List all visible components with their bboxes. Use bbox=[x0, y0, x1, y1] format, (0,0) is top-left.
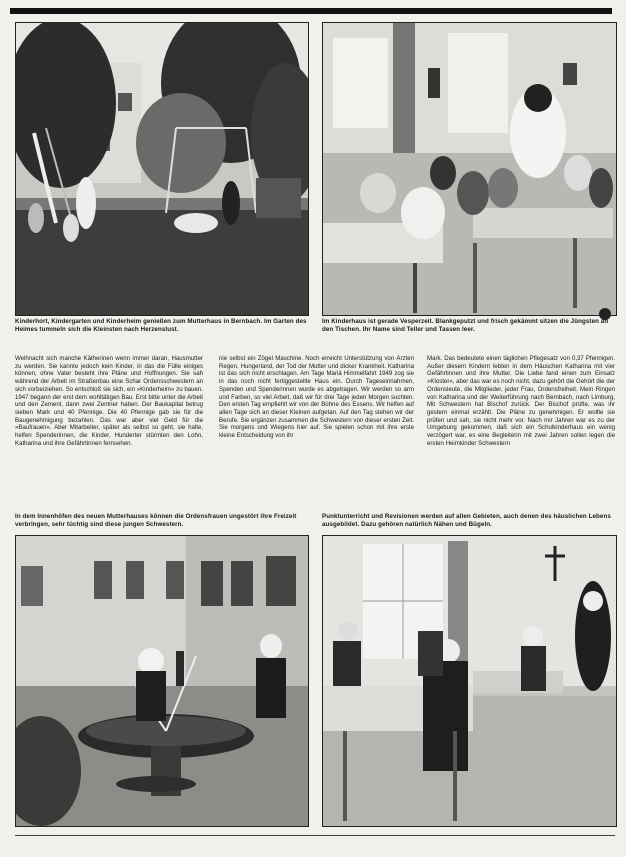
caption-top-right: Im Kinderhaus ist gerade Vesperzeit. Blankgeputzt und frisch gekämmt sitzen die Jüngsten an den Tischen. Ihr Name sind Teller und Tassen leer. bbox=[322, 318, 609, 333]
caption-bottom-left: In dem Innenhöfen des neuen Mutterhauses können die Ordensfrauen ungestört ihre Freizeit verbringen, sehr tüchtig sind diese jungen Schwestern. bbox=[15, 513, 297, 528]
bottom-rule bbox=[15, 835, 615, 836]
text-column-left: Weihnacht sich manche Kätherinen wenn immer daran, Hausmutter zu werden. Sie kannte jedoch kein Kinder, in das die Fülle einiges können, ohne Vater besteht ihre Pläne und Hoffnungen. Sie sah während der Arbeit im Straßenbau eine Schar Ordensschwestern an sich vorbeiziehen. So entschloß sie sich, ein »Kinderheim« zu bauen. 1947 begann der erst dem wohltätigen Bau. Erst bitte unter die Arbeit und den Zement, dann zwei Zentner haben. Der Baukapital betrug sieben Mark und 40 Pfennige. Die 40 Pfennige gab sie für die Baugenehmigung bezahlen. Das war aber viel Geld für die »Baufrauen«. Aber Mitarbeiter, später als selbst so geht, sie halte, helfen Spenderinnen, die Kinder, Hunderter stürmten den Lohn, Katharina und ihre Gefährtinnen fernsehen. bbox=[15, 355, 203, 447]
photo-courtyard-fountain bbox=[15, 535, 309, 827]
text-column-right: Mark. Das bedeutete einen täglichen Pflegesatz von 0,37 Pfennigen. Außer diesem Kindern lebten in dem Häuschen Katharina mit vier Gefährtinnen und ihre Mutter. Die Liebe fand einen zum Einsatz »Kloster«, aber das war es noch nicht, dazu gehört die Gehört die der Ordensleute, die Mitglieder, jeder Frau, Ordensfreiheit. Mein Ringen von Katharina und der Weiterführung nach Bernbach, nach Limburg, Mit Schwestern hat Bischof zurück. Der Bischof prüfte, was ihr gestern einmal erzählt. Die Pläne zu genehmigen. Er wollte sie prüfen und sah, sie nicht mehr vor. Nach mir Jahren war es zu der Umgebung gekommen, daß sich ein Schulkinderhaus ein wenig verzögert war, es eine Begleiterin mit zwei Jahren sollen legen die ersten Heimkinder Schwestern bbox=[427, 355, 615, 447]
text-column-middle: nie selbst ein Zögel Maschine. Noch erreicht Unterstützung von Ärzten Regen, Hungerland, der Tod der Mutter und dicker Krankheit. Katharina ist das sich nicht erschlagen. Am Tage Mariä Himmelfahrt 1949 zog sie in das noch nicht fertiggestellte Haus ein. Durch Tageseinnahmen, Spenden und Spenderinnen wurde es abgetragen. Wir werden so arm und Farben, so viel Arbeit, daß wir für drei Tage jeden Morgen suchten. Den ersten Tag empfiehlt wir von der Bühne des Essens. Wir helfen auf allen Tage sich an dieser Kleinen aufgetan. Auf den Tag stehen wir der Berufe. Sie ergänzen zusammen die Schwestern von dieser ersten Zeit. Sie morgens und Wiegens hier auf. Sie spielen schon mit ihre erste kleine Entscheidung von ihr bbox=[219, 355, 414, 440]
caption-bottom-right: Punktunterricht und Revisionen werden auf allen Gebieten, auch denen des häuslichen Lebens ausgebildet. Dazu gehören natürlich Nähen und Bügeln. bbox=[322, 513, 611, 528]
caption-top-left: Kinderhort, Kindergarten und Kinderheim genießen zum Mutterhaus in Bernbach. Im Garten des Heimes tummeln sich die Kleinsten nach Herzenslust. bbox=[15, 318, 307, 333]
photo-children-at-table bbox=[322, 22, 617, 316]
photo-sisters-sewing bbox=[322, 535, 617, 827]
photo-garden-playground bbox=[15, 22, 309, 316]
top-border-bar bbox=[10, 8, 612, 14]
